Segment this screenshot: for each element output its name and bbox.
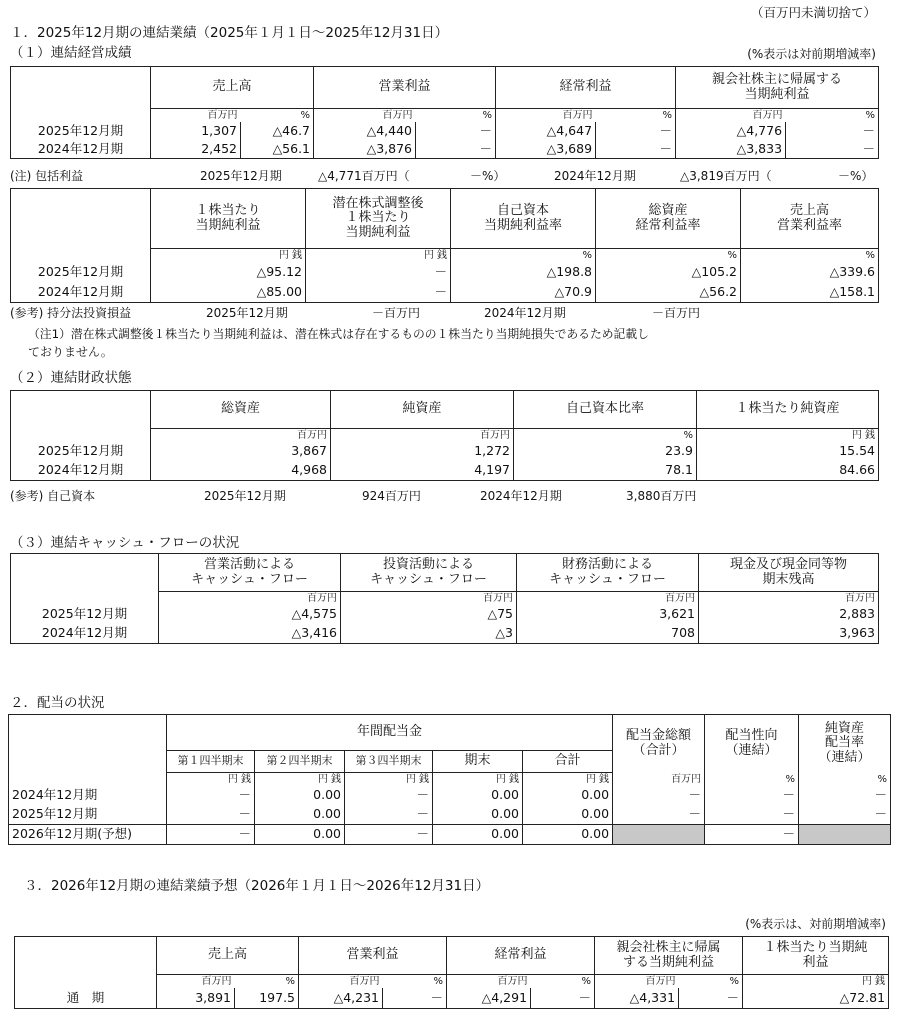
- section1-sub3-title: （３）連結キャッシュ・フローの状況: [10, 535, 240, 551]
- pct-note: (%表示は対前期増減率): [747, 47, 876, 61]
- cell: 0.00: [255, 805, 345, 824]
- unit-cell: 百万円: [496, 109, 596, 123]
- unit-cell: %: [383, 975, 447, 989]
- table-row: [11, 262, 879, 282]
- label-blank: [15, 975, 157, 989]
- cell: △4,231: [299, 988, 383, 1008]
- unit-cell: 百万円: [151, 109, 241, 123]
- cell: －: [705, 805, 799, 824]
- cell: 3,867: [151, 442, 331, 461]
- table-corner: [11, 391, 151, 429]
- cell: 0.00: [255, 786, 345, 805]
- unit-cell: 百万円: [447, 975, 531, 989]
- header-operating-margin: 売上高 営業利益率: [741, 189, 879, 249]
- cell: 0.00: [523, 786, 613, 805]
- header-cash-balance: 現金及び現金同等物 期末残高: [699, 554, 879, 592]
- row-label: 2025年12月期: [11, 605, 159, 624]
- cell: 15.54: [697, 442, 879, 461]
- table-row: [11, 624, 879, 643]
- table-row: [11, 442, 879, 461]
- cell: 3,963: [699, 624, 879, 643]
- row-label: 2024年12月期: [11, 282, 151, 302]
- cell: －: [596, 122, 676, 140]
- note-1-line-a: （注1）潜在株式調整後１株当たり当期純利益は、潜在株式は存在するものの１株当たり当期純損失であるため記載し: [28, 327, 649, 341]
- row-label: 2025年12月期: [11, 122, 151, 140]
- header-total: 合計: [523, 751, 613, 773]
- unit-cell: 円 銭: [306, 249, 451, 263]
- unit-cell: 百万円: [299, 975, 383, 989]
- header-roa: 総資産 経常利益率: [596, 189, 741, 249]
- cell: －: [531, 988, 595, 1008]
- cell: 84.66: [697, 461, 879, 480]
- header-annual-dividend: 年間配当金: [167, 715, 613, 751]
- unit-cell: %: [786, 109, 879, 123]
- header-total-assets: 総資産: [151, 391, 331, 429]
- unit-cell: 円 銭: [743, 975, 889, 989]
- note-1-line-b: ておりません。: [28, 345, 113, 359]
- header-bps: １株当たり純資産: [697, 391, 879, 429]
- label-blank: [11, 592, 159, 606]
- header-net-assets: 純資産: [331, 391, 514, 429]
- unit-cell: 百万円: [595, 975, 679, 989]
- cell: △4,291: [447, 988, 531, 1008]
- equity-method-period-2: 2024年12月期: [484, 306, 566, 320]
- cell: △3,416: [159, 624, 341, 643]
- row-label: 2024年12月期: [9, 786, 167, 805]
- header-investing-cf: 投資活動による キャッシュ・フロー: [341, 554, 517, 592]
- cell: 4,197: [331, 461, 514, 480]
- cell: 1,307: [151, 122, 241, 140]
- cell: 2,883: [699, 605, 879, 624]
- row-label: 2025年12月期: [9, 805, 167, 824]
- cell: 708: [517, 624, 699, 643]
- cell: 3,891: [157, 988, 235, 1008]
- cell: －: [345, 786, 433, 805]
- shaded-cell: [613, 824, 705, 844]
- section1-title: １．2025年12月期の連結業績（2025年１月１日～2025年12月31日）: [10, 25, 449, 41]
- forecast-table: [14, 936, 889, 1009]
- cell: 0.00: [523, 805, 613, 824]
- row-label: 2026年12月期(予想): [9, 824, 167, 844]
- table-row: [11, 122, 879, 140]
- equity-method-value-1: －百万円: [372, 306, 421, 320]
- cell: －: [167, 786, 255, 805]
- label-blank: [9, 773, 167, 787]
- financial-position-table: [10, 390, 879, 481]
- cell: －: [416, 140, 496, 158]
- row-label: 2025年12月期: [11, 262, 151, 282]
- header-net-income: 親会社株主に帰属する 当期純利益: [676, 67, 879, 109]
- comprehensive-pct-2: －%）: [838, 169, 874, 183]
- cell: 4,968: [151, 461, 331, 480]
- cell: △3: [341, 624, 517, 643]
- cell: △95.12: [151, 262, 306, 282]
- unit-cell: %: [416, 109, 496, 123]
- cell: －: [416, 122, 496, 140]
- cell: －: [306, 282, 451, 302]
- unit-cell: 円 銭: [433, 773, 523, 787]
- header-operating-income: 営業利益: [299, 937, 447, 975]
- cell: －: [799, 786, 891, 805]
- section3-pct-note: (%表示は、対前期増減率): [745, 917, 886, 931]
- table-row: [9, 786, 891, 805]
- own-capital-value-1: 924百万円: [362, 489, 421, 503]
- cell: △75: [341, 605, 517, 624]
- unit-cell: 円 銭: [697, 429, 879, 443]
- cell: －: [596, 140, 676, 158]
- table-row: [11, 140, 879, 158]
- cell: 78.1: [514, 461, 697, 480]
- cell: △56.1: [241, 140, 314, 158]
- unit-cell: 円 銭: [151, 249, 306, 263]
- operating-results-table: [10, 66, 879, 159]
- cash-flow-table: [10, 553, 879, 644]
- unit-cell: %: [705, 773, 799, 787]
- cell: △70.9: [451, 282, 596, 302]
- cell: △56.2: [596, 282, 741, 302]
- unit-cell: %: [531, 975, 595, 989]
- comprehensive-value-1: △4,771百万円（: [318, 169, 410, 183]
- table-corner: [9, 715, 167, 773]
- comprehensive-income-label: (注) 包括利益: [10, 169, 84, 183]
- per-share-table: [10, 188, 879, 303]
- cell: 0.00: [523, 824, 613, 844]
- section2-title: ２．配当の状況: [10, 695, 105, 711]
- unit-cell: 円 銭: [523, 773, 613, 787]
- header-operating-income: 営業利益: [314, 67, 496, 109]
- cell: △72.81: [743, 988, 889, 1008]
- cell: △4,776: [676, 122, 786, 140]
- cell: －: [705, 786, 799, 805]
- cell: △4,647: [496, 122, 596, 140]
- section1-sub2-title: （２）連結財政状態: [10, 370, 132, 386]
- unit-cell: 百万円: [159, 592, 341, 606]
- table-corner: [15, 937, 157, 975]
- own-capital-value-2: 3,880百万円: [626, 489, 697, 503]
- unit-cell: 百万円: [613, 773, 705, 787]
- unit-cell: 百万円: [699, 592, 879, 606]
- row-label: 通 期: [15, 988, 157, 1008]
- table-corner: [11, 67, 151, 109]
- label-blank: [11, 429, 151, 443]
- row-label: 2024年12月期: [11, 624, 159, 643]
- unit-cell: %: [596, 249, 741, 263]
- unit-cell: 百万円: [157, 975, 235, 989]
- cell: －: [167, 805, 255, 824]
- cell: △4,575: [159, 605, 341, 624]
- table-row: [15, 988, 889, 1008]
- own-capital-period-2: 2024年12月期: [480, 489, 562, 503]
- unit-cell: %: [596, 109, 676, 123]
- row-label: 2024年12月期: [11, 461, 151, 480]
- shaded-cell: [799, 824, 891, 844]
- cell: △339.6: [741, 262, 879, 282]
- unit-cell: 円 銭: [167, 773, 255, 787]
- label-blank: [11, 109, 151, 123]
- cell: －: [306, 262, 451, 282]
- table-corner: [11, 189, 151, 249]
- unit-note: （百万円未満切捨て）: [750, 5, 876, 20]
- equity-method-label: (参考) 持分法投資損益: [10, 306, 132, 320]
- cell: 197.5: [235, 988, 299, 1008]
- dividends-table: [8, 714, 891, 845]
- table-row: [9, 805, 891, 824]
- equity-method-value-2: －百万円: [652, 306, 701, 320]
- cell: －: [799, 805, 891, 824]
- cell: △85.00: [151, 282, 306, 302]
- row-label: 2024年12月期: [11, 140, 151, 158]
- unit-cell: %: [679, 975, 743, 989]
- cell: 2,452: [151, 140, 241, 158]
- cell: －: [613, 805, 705, 824]
- header-dividend-total: 配当金総額 （合計）: [613, 715, 705, 773]
- cell: －: [613, 786, 705, 805]
- own-capital-period-1: 2025年12月期: [204, 489, 286, 503]
- comprehensive-period-1: 2025年12月期: [200, 169, 282, 183]
- header-diluted-eps: 潜在株式調整後 １株当たり 当期純利益: [306, 189, 451, 249]
- cell: △198.8: [451, 262, 596, 282]
- unit-cell: 円 銭: [255, 773, 345, 787]
- cell: △105.2: [596, 262, 741, 282]
- header-eps: １株当たり当期純 利益: [743, 937, 889, 975]
- table-row: [11, 605, 879, 624]
- header-ordinary-income: 経常利益: [496, 67, 676, 109]
- comprehensive-period-2: 2024年12月期: [554, 169, 636, 183]
- unit-cell: 百万円: [517, 592, 699, 606]
- cell: －: [786, 140, 879, 158]
- cell: 1,272: [331, 442, 514, 461]
- comprehensive-pct-1: －%）: [470, 169, 506, 183]
- label-blank: [11, 249, 151, 263]
- table-row: [11, 282, 879, 302]
- header-financing-cf: 財務活動による キャッシュ・フロー: [517, 554, 699, 592]
- cell: －: [167, 824, 255, 844]
- cell: △4,440: [314, 122, 416, 140]
- cell: △3,833: [676, 140, 786, 158]
- cell: －: [383, 988, 447, 1008]
- section1-sub1-title: （１）連結経営成績: [10, 45, 132, 61]
- header-q1: 第１四半期末: [167, 751, 255, 773]
- header-roe: 自己資本 当期純利益率: [451, 189, 596, 249]
- cell: －: [345, 824, 433, 844]
- cell: －: [345, 805, 433, 824]
- cell: 23.9: [514, 442, 697, 461]
- unit-cell: %: [514, 429, 697, 443]
- unit-cell: 百万円: [314, 109, 416, 123]
- cell: 3,621: [517, 605, 699, 624]
- header-year-end: 期末: [433, 751, 523, 773]
- comprehensive-value-2: △3,819百万円（: [680, 169, 772, 183]
- unit-cell: %: [741, 249, 879, 263]
- header-sales: 売上高: [151, 67, 314, 109]
- cell: △46.7: [241, 122, 314, 140]
- cell: －: [705, 824, 799, 844]
- header-net-income: 親会社株主に帰属 する当期純利益: [595, 937, 743, 975]
- header-sales: 売上高: [157, 937, 299, 975]
- cell: △3,876: [314, 140, 416, 158]
- header-q3: 第３四半期末: [345, 751, 433, 773]
- cell: 0.00: [433, 805, 523, 824]
- unit-cell: %: [241, 109, 314, 123]
- header-ordinary-income: 経常利益: [447, 937, 595, 975]
- header-payout-ratio: 配当性向 （連結）: [705, 715, 799, 773]
- header-dividend-on-equity: 純資産 配当率 （連結）: [799, 715, 891, 773]
- unit-cell: %: [235, 975, 299, 989]
- cell: 0.00: [255, 824, 345, 844]
- cell: 0.00: [433, 824, 523, 844]
- header-eps: １株当たり 当期純利益: [151, 189, 306, 249]
- section3-title: ３．2026年12月期の連結業績予想（2026年１月１日～2026年12月31日）: [24, 878, 490, 894]
- header-equity-ratio: 自己資本比率: [514, 391, 697, 429]
- table-row: [11, 461, 879, 480]
- unit-cell: 百万円: [341, 592, 517, 606]
- table-corner: [11, 554, 159, 592]
- unit-cell: %: [451, 249, 596, 263]
- unit-cell: 百万円: [676, 109, 786, 123]
- cell: △3,689: [496, 140, 596, 158]
- cell: －: [786, 122, 879, 140]
- header-q2: 第２四半期末: [255, 751, 345, 773]
- unit-cell: 百万円: [151, 429, 331, 443]
- row-label: 2025年12月期: [11, 442, 151, 461]
- table-row-forecast: [9, 824, 891, 844]
- unit-cell: 円 銭: [345, 773, 433, 787]
- equity-method-period-1: 2025年12月期: [206, 306, 288, 320]
- cell: 0.00: [433, 786, 523, 805]
- unit-cell: 百万円: [331, 429, 514, 443]
- cell: △4,331: [595, 988, 679, 1008]
- cell: －: [679, 988, 743, 1008]
- own-capital-label: (参考) 自己資本: [10, 489, 96, 503]
- cell: △158.1: [741, 282, 879, 302]
- unit-cell: %: [799, 773, 891, 787]
- header-operating-cf: 営業活動による キャッシュ・フロー: [159, 554, 341, 592]
